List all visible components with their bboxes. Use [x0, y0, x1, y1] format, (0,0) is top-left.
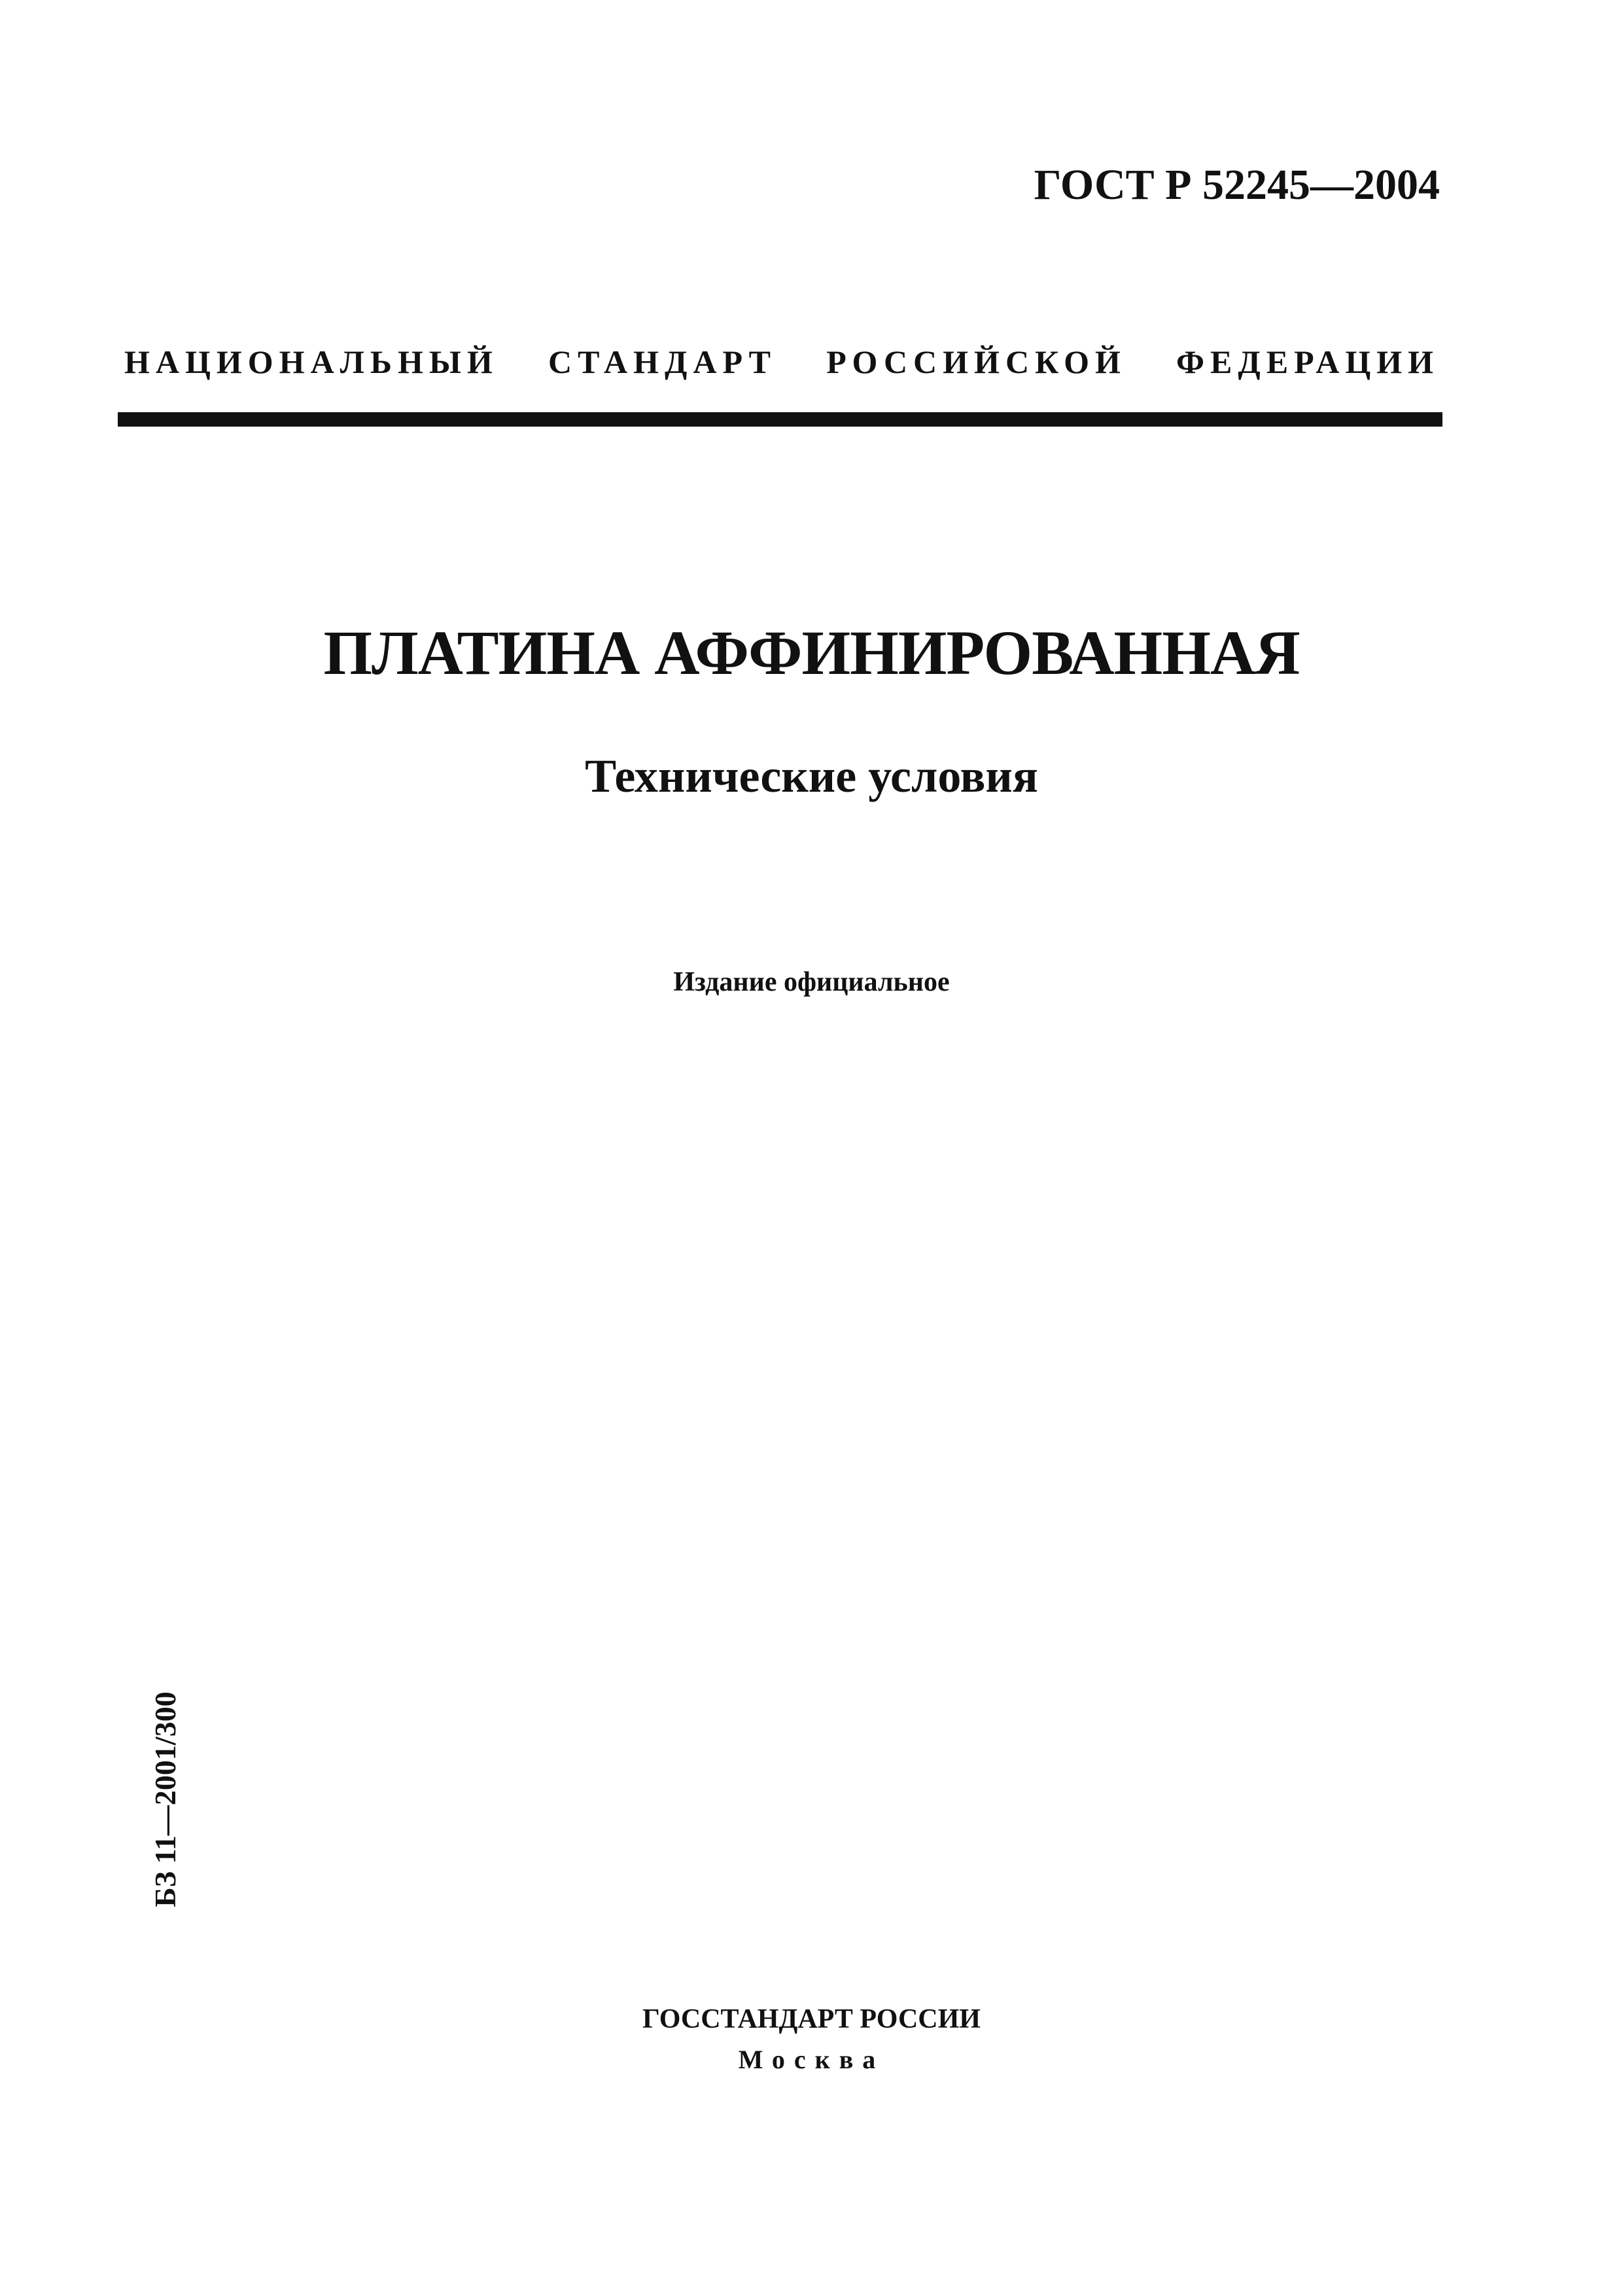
edition-label: Издание официальное	[673, 967, 950, 997]
margin-code: БЗ 11—2001/300	[148, 1691, 182, 1907]
document-title: ПЛАТИНА АФФИНИРОВАННАЯ	[323, 618, 1300, 688]
standard-header: НАЦИОНАЛЬНЫЙ СТАНДАРТ РОССИЙСКОЙ ФЕДЕРАЦИИ	[124, 344, 1439, 380]
publisher-city: Москва	[738, 2045, 885, 2074]
document-subtitle: Технические условия	[585, 750, 1038, 802]
document-number: ГОСТ Р 52245—2004	[1034, 161, 1440, 209]
header-rule	[118, 412, 1442, 427]
publisher-name: ГОССТАНДАРТ РОССИИ	[642, 2004, 981, 2034]
